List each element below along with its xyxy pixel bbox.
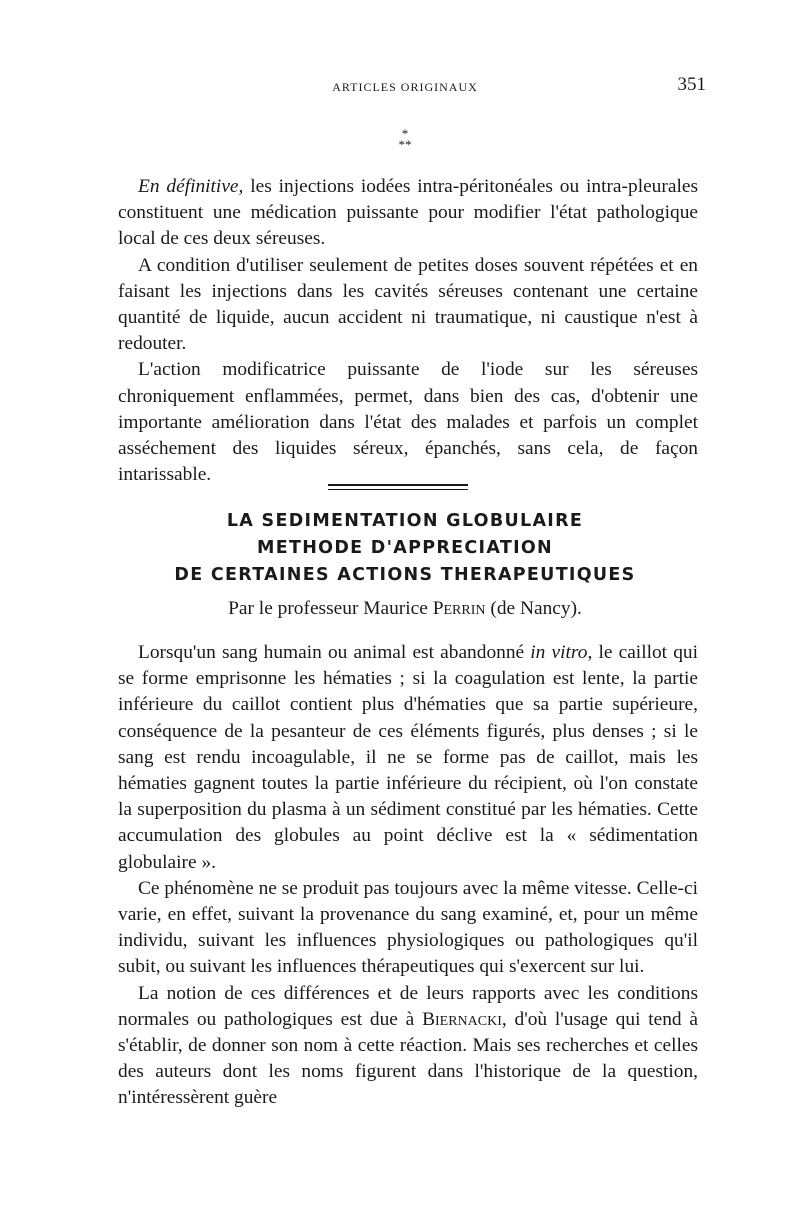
article-body [118,640,698,1112]
author-name: Perrin [432,598,486,619]
running-title: ARTICLES ORIGINAUX [332,80,478,94]
conclusion-section [118,174,698,488]
article-paragraph-2: Ce phénomène ne se produit pas toujours avec la même vitesse. Celle-ci varie, en effet, suivant la provenance du sang examiné, et, pour un même individu, suivant les influences physiologiques ou pathologiques qu'il subit, ou suivant les influences thérapeutiques qui s'exercent sur lui. [118,877,698,978]
conclusion-paragraph-2: A condition d'utiliser seulement de petites doses souvent répétées et en faisant les injections dans les cavités séreuses contenant une certaine quantité de liquide, aucun accident ni traumatique, ni caustique n'est à redouter. [118,254,698,355]
running-head [110,74,706,98]
article-title-line-1: LA SEDIMENTATION GLOBULAIRE [226,511,584,531]
conclusion-paragraph-1: En définitive, les injections iodées intra-péritonéales ou intra-pleurales constituent une médication puissante pour modifier l'état pathologique local de ces deux séreuses. [118,176,698,250]
asterism-bottom: ** [398,137,412,152]
conclusion-paragraph-3: L'action modificatrice puissante de l'iode sur les séreuses chroniquement enflammées, permet, dans bien des cas, d'obtenir une importante amélioration dans l'état des malades et parfois un complet asséchement des liquides séreux, épanchés, sans cela, de façon intarissable. [118,359,698,486]
article-paragraph-3: La notion de ces différences et de leurs rapports avec les conditions normales ou pathologiques est due à Biernacki, d'où l'usage qui tend à s'établir, de donner son nom à cette réaction. Mais ses recherches et celles des auteurs dont les noms figurent dans l'historique de la question, n'intéressèrent guère [118,982,698,1109]
section-divider [328,484,468,493]
latin-term: in vitro [530,642,588,663]
cited-author: Biernacki [422,1008,502,1030]
article-paragraph-1: Lorsqu'un sang humain ou animal est abandonné in vitro, le caillot qui se forme emprisonne les hématies ; si la coagulation est lente, la partie inférieure du caillot contient plus d'hématies que sa partie supérieure, conséquence de la pesanteur de ces éléments figurés, plus denses ; si le sang est rendu incoagulable, il ne se forme pas de caillot, mais les hématies gagnent toutes la partie inférieure du récipient, où l'on constate la superposition du plasma à un sédiment constitué par les hématies. Cette accumulation des globules au point déclive est la « sédimentation globulaire ». [118,642,698,873]
asterism-top: * [401,126,409,141]
article-title [110,508,700,589]
article-title-line-2: METHODE D'APPRECIATION [256,538,554,558]
page-number: 351 [677,74,706,95]
article-title-line-3: DE CERTAINES ACTIONS THERAPEUTIQUES [174,565,636,585]
conclusion-lead: En définitive, [138,176,244,197]
article-byline: Par le professeur Maurice Perrin (de Nancy). [228,598,582,619]
asterism [110,128,700,150]
